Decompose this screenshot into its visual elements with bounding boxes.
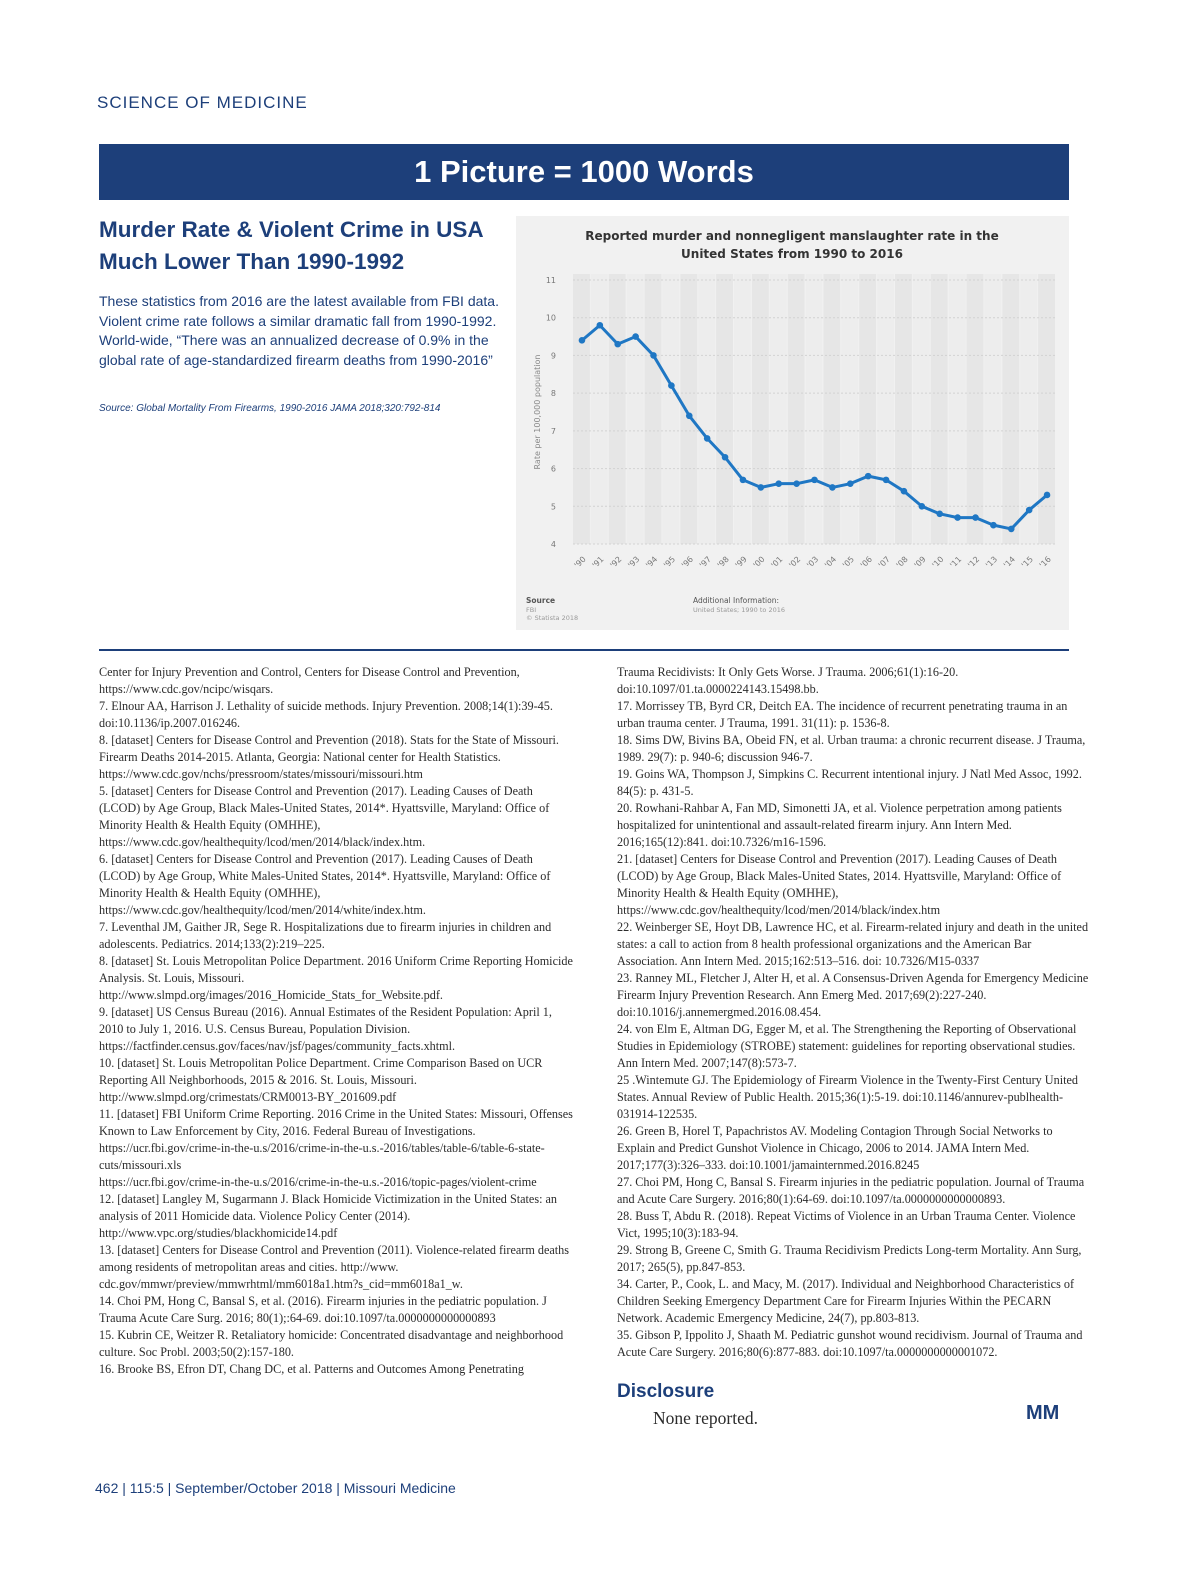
- chart-data-point: [1026, 507, 1033, 514]
- chart-data-point: [722, 454, 729, 461]
- chart-data-point: [919, 503, 926, 510]
- chart-data-point: [954, 514, 961, 521]
- chart-x-tick-label: '11: [948, 554, 964, 570]
- reference-entry: 6. [dataset] Centers for Disease Control and Prevention (2017). Leading Causes of Death (LCOD) by Age Group, White Males-United States, 2014*. Hyattsville, Maryland: Office of Minority Health & Health Equity (OMHHE), https://www.cdc.gov/healthequity/lcod/men/2014/white/index.htm.: [99, 852, 551, 917]
- chart-data-point: [775, 480, 782, 487]
- reference-entry: 17. Morrissey TB, Byrd CR, Deitch EA. The incidence of recurrent penetrating trauma in an urban trauma center. J Trauma, 1991. 31(11): p. 1536-8.: [617, 699, 1068, 730]
- chart-column-band: [752, 274, 769, 544]
- chart-x-tick-label: '13: [984, 554, 1000, 570]
- chart-column-band: [680, 274, 697, 544]
- reference-entry: 11. [dataset] FBI Uniform Crime Reporting. 2016 Crime in the United States: Missouri, Offenses Known to Law Enforcement by City, 2016. Federal Bureau of Investigations. https://ucr.fbi.gov/crime-in-the-u.s/2016/crime-in-the-u.s.-2016/tables/table-6/table-6-state-cuts/missouri.xls: [99, 1107, 573, 1172]
- chart-x-tick-label: '99: [733, 554, 749, 570]
- reference-entry: 10. [dataset] St. Louis Metropolitan Police Department. Crime Comparison Based on UCR Reporting All Neighborhoods, 2015 & 2016. St. Louis, Missouri. http://www.slmpd.org/crimestats/CRM0013-BY_201609.pdf: [99, 1056, 543, 1104]
- chart-x-tick-label: '16: [1037, 554, 1053, 570]
- chart-data-point: [1008, 526, 1015, 533]
- chart-y-tick-label: 8: [550, 389, 556, 399]
- chart-column-band: [1002, 274, 1019, 544]
- reference-entry: 18. Sims DW, Bivins BA, Obeid FN, et al. Urban trauma: a chronic recurrent disease. J Trauma, 1989. 29(7): p. 940-6; discussion 946-7.: [617, 733, 1086, 764]
- chart-data-point: [740, 477, 747, 484]
- chart-title: Reported murder and nonnegligent manslaughter rate in the United States from 1990 to 2016: [585, 229, 999, 261]
- reference-entry: 23. Ranney ML, Fletcher J, Alter H, et al. A Consensus-Driven Agenda for Emergency Medicine Firearm Injury Prevention Research. Ann Emerg Med. 2017;69(2):227-240. doi:10.1016/j.annemergmed.2016.08.454.: [617, 971, 1089, 1019]
- chart-data-point: [990, 522, 997, 529]
- chart-y-tick-label: 6: [550, 464, 556, 474]
- chart-source-line: © Statista 2018: [526, 614, 579, 622]
- references-left-column: [99, 664, 573, 1378]
- chart-data-point: [811, 477, 818, 484]
- reference-entry: 26. Green B, Horel T, Papachristos AV. Modeling Contagion Through Social Networks to Explain and Predict Gunshot Violence in Chicago, 2006 to 2014. JAMA Intern Med. 2017;177(3):326–333. doi:10.1001/jamainternmed.2016.8245: [617, 1124, 1053, 1172]
- chart-column-band: [877, 274, 894, 544]
- chart-x-tick-label: '06: [858, 554, 874, 570]
- murder-rate-chart: [516, 216, 1069, 630]
- chart-x-tick-label: '90: [572, 554, 588, 570]
- chart-column-band: [698, 274, 715, 544]
- section-divider: [99, 649, 1069, 651]
- chart-x-tick-label: '05: [840, 554, 857, 570]
- chart-data-point: [614, 341, 621, 348]
- reference-entry: 35. Gibson P, Ippolito J, Shaath M. Pediatric gunshot wound recidivism. Journal of Trauma and Acute Care Surgery. 2016;80(6):877-883. doi:10.1097/ta.0000000000001072.: [617, 1328, 1083, 1359]
- chart-x-tick-label: '10: [930, 554, 946, 570]
- reference-entry: 8. [dataset] Centers for Disease Control and Prevention (2018). Stats for the State of Missouri. Firearm Deaths 2014-2015. Atlanta, Georgia: National center for Health Statistics. https://www.cdc.gov/nchs/pressroom/states/missouri/missouri.htm: [99, 733, 559, 781]
- chart-y-tick-label: 9: [550, 351, 556, 361]
- reference-entry: 9. [dataset] US Census Bureau (2016). Annual Estimates of the Resident Population: April 1, 2010 to July 1, 2016. U.S. Census Bureau, Population Division. https://factfinder.census.gov/faces/nav/jsf/pages/community_facts.xhtml.: [99, 1005, 552, 1053]
- chart-data-point: [847, 480, 854, 487]
- reference-entry: 25 .Wintemute GJ. The Epidemiology of Firearm Violence in the Twenty-First Century United States. Annual Review of Public Health. 2015;36(1):5-19. doi:10.1146/annurev-publhealth-031914-122535.: [617, 1073, 1078, 1121]
- chart-source-heading: Source: [526, 596, 556, 605]
- chart-x-tick-label: '96: [679, 554, 696, 570]
- chart-y-tick-label: 11: [545, 276, 556, 285]
- reference-entry: Center for Injury Prevention and Control, Centers for Disease Control and Prevention, https://www.cdc.gov/ncipc/wisqars.: [99, 665, 520, 696]
- chart-x-tick-label: '08: [894, 554, 910, 570]
- reference-entry: https://ucr.fbi.gov/crime-in-the-u.s/2016/crime-in-the-u.s.-2016/topic-pages/violent-crime: [99, 1175, 537, 1189]
- chart-y-tick-label: 10: [545, 313, 556, 323]
- chart-data-point: [686, 412, 693, 419]
- chart-column-band: [716, 274, 733, 544]
- chart-data-point: [793, 480, 800, 487]
- article-source-note: Source: Global Mortality From Firearms, 1990-2016 JAMA 2018;320:792-814: [99, 403, 441, 414]
- chart-data-point: [901, 488, 908, 495]
- reference-entry: 8. [dataset] St. Louis Metropolitan Police Department. 2016 Uniform Crime Reporting Homicide Analysis. St. Louis, Missouri. http://www.slmpd.org/images/2016_Homicide_Stats_for_Website.pdf.: [99, 954, 573, 1002]
- chart-additional-line: United States; 1990 to 2016: [693, 606, 786, 614]
- chart-data-point: [597, 322, 604, 329]
- chart-column-band: [1020, 274, 1037, 544]
- page-footer: 462 | 115:5 | September/October 2018 | Missouri Medicine: [95, 1480, 456, 1496]
- chart-column-band: [591, 274, 608, 544]
- chart-additional-heading: Additional Information:: [693, 596, 779, 605]
- chart-column-band: [1038, 274, 1055, 544]
- reference-entry: 14. Choi PM, Hong C, Bansal S, et al. (2016). Firearm injuries in the pediatric population. J Trauma Acute Care Surg. 2016; 80(1);:64-69. doi:10.1097/ta.0000000000000893: [99, 1294, 547, 1325]
- reference-entry: 13. [dataset] Centers for Disease Control and Prevention (2011). Violence-related firearm deaths among residents of metropolitan areas and cities. http://www. cdc.gov/mmwr/preview/mmwrhtml/mm6018a1.htm?s_cid=mm6018a1_w.: [99, 1243, 570, 1291]
- chart-column-band: [770, 274, 787, 544]
- chart-column-band: [949, 274, 966, 544]
- chart-x-tick-label: '09: [912, 554, 928, 570]
- chart-column-band: [734, 274, 751, 544]
- chart-column-band: [806, 274, 823, 544]
- chart-x-tick-label: '15: [1019, 554, 1035, 570]
- article-intro: These statistics from 2016 are the latest available from FBI data. Violent crime rate follows a similar dramatic fall from 1990-1992. World-wide, “There was an annualized decrease of 0.9% in the global rate of age-standardized firearm deaths from 1990-2016”: [99, 293, 499, 368]
- reference-entry: 19. Goins WA, Thompson J, Simpkins C. Recurrent intentional injury. J Natl Med Assoc, 1992. 84(5): p. 431-5.: [617, 767, 1082, 798]
- reference-entry: 12. [dataset] Langley M, Sugarmann J. Black Homicide Victimization in the United States: an analysis of 2011 Homicide data. Violence Policy Center (2014). http://www.vpc.org/studies/blackhomicide14.pdf: [99, 1192, 558, 1240]
- disclosure-heading: Disclosure: [617, 1381, 715, 1402]
- reference-entry: 34. Carter, P., Cook, L. and Macy, M. (2017). Individual and Neighborhood Characteristics of Children Seeking Emergency Department Care for Firearm Injuries Within the PECARN Network. Academic Emergency Medicine, 24(7), pp.803-813.: [617, 1277, 1075, 1325]
- chart-column-band: [823, 274, 840, 544]
- reference-entry: 5. [dataset] Centers for Disease Control and Prevention (2017). Leading Causes of Death (LCOD) by Age Group, Black Males-United States, 2014*. Hyattsville, Maryland: Office of Minority Health & Health Equity (OMHHE), https://www.cdc.gov/healthequity/lcod/men/2014/black/index.htm.: [99, 784, 550, 849]
- chart-data-point: [650, 352, 657, 359]
- chart-y-tick-label: 7: [550, 426, 556, 436]
- chart-data-point: [865, 473, 872, 480]
- chart-data-point: [972, 514, 979, 521]
- article-headline: Murder Rate & Violent Crime in USA Much Lower Than 1990-1992: [99, 217, 483, 274]
- chart-column-band: [984, 274, 1001, 544]
- chart-column-band: [788, 274, 805, 544]
- banner-title: 1 Picture = 1000 Words: [99, 144, 1069, 200]
- chart-data-point: [758, 484, 765, 491]
- reference-entry: 16. Brooke BS, Efron DT, Chang DC, et al. Patterns and Outcomes Among Penetrating: [99, 1362, 524, 1376]
- disclosure-text: None reported.: [653, 1408, 758, 1428]
- chart-x-tick-label: '02: [787, 554, 803, 570]
- reference-entry: 28. Buss T, Abdu R. (2018). Repeat Victims of Violence in an Urban Trauma Center. Violence Vict, 1995;10(3):183-94.: [617, 1209, 1076, 1240]
- chart-x-tick-label: '04: [823, 554, 839, 570]
- chart-data-point: [829, 484, 836, 491]
- chart-x-tick-label: '01: [769, 554, 785, 570]
- reference-entry: 22. Weinberger SE, Hoyt DB, Lawrence HC, et al. Firearm-related injury and death in the united states: a call to action from 8 health professional organizations and the American Bar Association. Ann Intern Med. 2015;162:513–516. doi: 10.7326/M15-0337: [617, 920, 1089, 968]
- chart-x-tick-label: '98: [715, 554, 731, 570]
- chart-column-band: [609, 274, 626, 544]
- chart-column-band: [841, 274, 858, 544]
- chart-x-tick-label: '91: [590, 554, 606, 570]
- chart-column-band: [627, 274, 644, 544]
- chart-data-point: [704, 435, 711, 442]
- chart-x-tick-label: '94: [644, 554, 660, 570]
- chart-x-tick-label: '93: [626, 554, 642, 570]
- chart-y-axis-label: Rate per 100,000 population: [533, 354, 542, 470]
- reference-entry: 7. Leventhal JM, Gaither JR, Sege R. Hospitalizations due to firearm injuries in children and adolescents. Pediatrics. 2014;133(2):219–225.: [99, 920, 552, 951]
- chart-column-band: [931, 274, 948, 544]
- chart-x-tick-label: '95: [662, 554, 678, 570]
- reference-entry: 27. Choi PM, Hong C, Bansal S. Firearm injuries in the pediatric population. Journal of Trauma and Acute Care Surgery. 2016;80(1):64-69. doi:10.1097/ta.0000000000000893.: [617, 1175, 1085, 1206]
- chart-x-tick-label: '12: [966, 554, 982, 570]
- references-right-column: [617, 664, 1091, 1361]
- chart-column-band: [967, 274, 984, 544]
- section-label: SCIENCE OF MEDICINE: [97, 93, 308, 112]
- reference-entry: 20. Rowhani-Rahbar A, Fan MD, Simonetti JA, et al. Violence perpetration among patients hospitalized for unintentional and assault-related firearm injury. Ann Intern Med. 2016;165(12):841. doi:10.7326/m16-1596.: [617, 801, 1062, 849]
- chart-data-point: [668, 382, 675, 389]
- reference-entry: 24. von Elm E, Altman DG, Egger M, et al. The Strengthening the Reporting of Observational Studies in Epidemiology (STROBE) statement: guidelines for reporting observational studies. Ann Intern Med. 2007;147(8):573-7.: [617, 1022, 1077, 1070]
- chart-y-tick-label: 4: [550, 540, 556, 549]
- chart-column-band: [662, 274, 679, 544]
- chart-x-tick-label: '03: [805, 554, 821, 570]
- chart-data-point: [579, 337, 586, 344]
- reference-entry: 29. Strong B, Greene C, Smith G. Trauma Recidivism Predicts Long-term Mortality. Ann Surg, 2017; 265(5), pp.847-853.: [617, 1243, 1082, 1274]
- missouri-medicine-logo: MM: [1026, 1402, 1060, 1424]
- reference-entry: 7. Elnour AA, Harrison J. Lethality of suicide methods. Injury Prevention. 2008;14(1):39-45. doi:10.1136/ip.2007.016246.: [99, 699, 553, 730]
- chart-data-point: [632, 333, 639, 340]
- chart-x-tick-label: '07: [876, 554, 892, 570]
- chart-data-point: [936, 511, 943, 518]
- chart-column-band: [859, 274, 876, 544]
- chart-x-tick-label: '92: [608, 554, 624, 570]
- chart-x-tick-label: '00: [751, 554, 767, 570]
- chart-canvas: [516, 216, 1069, 630]
- chart-x-tick-label: '14: [1001, 554, 1018, 570]
- chart-column-band: [895, 274, 912, 544]
- chart-data-point: [1044, 492, 1051, 499]
- chart-column-band: [645, 274, 662, 544]
- reference-entry: 21. [dataset] Centers for Disease Control and Prevention (2017). Leading Causes of Death (LCOD) by Age Group, Black Males-United States, 2014. Hyattsville, Maryland: Office of Minority Health & Health Equity (OMHHE), https://www.cdc.gov/healthequity/lcod/men/2014/black/index.htm: [617, 852, 1062, 917]
- chart-x-tick-label: '97: [697, 554, 713, 570]
- reference-entry: Trauma Recidivists: It Only Gets Worse. J Trauma. 2006;61(1):16-20. doi:10.1097/01.ta.0000224143.15498.bb.: [617, 665, 959, 696]
- chart-y-tick-label: 5: [550, 502, 556, 512]
- chart-data-point: [883, 477, 890, 484]
- reference-entry: 15. Kubrin CE, Weitzer R. Retaliatory homicide: Concentrated disadvantage and neighborhood culture. Soc Probl. 2003;50(2):157-180.: [99, 1328, 564, 1359]
- chart-column-band: [573, 274, 590, 544]
- chart-source-line: FBI: [526, 606, 537, 614]
